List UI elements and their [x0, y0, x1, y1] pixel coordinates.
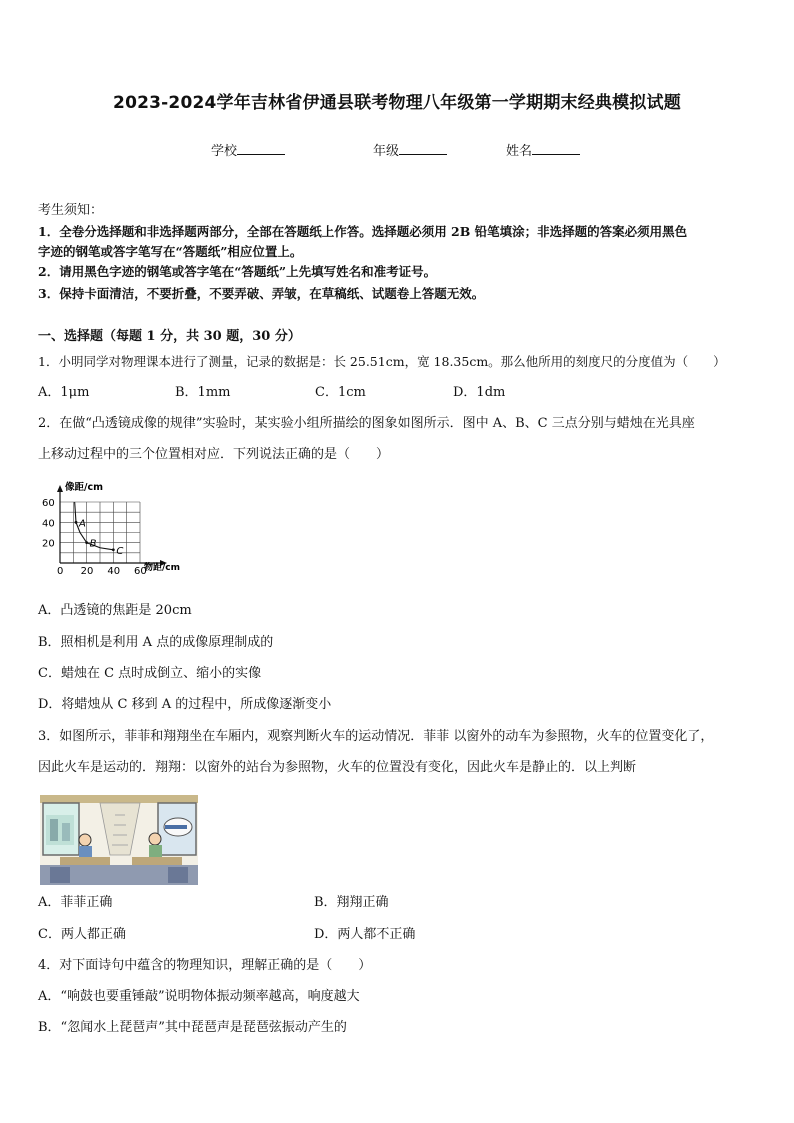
y-tick-label: 40: [42, 518, 55, 530]
q3-option-a[interactable]: A．菲菲正确: [38, 895, 113, 910]
section-heading: 一、选择题（每题 1 分，共 30 题，30 分）: [38, 329, 301, 344]
data-point-b: [85, 541, 88, 544]
lens-image-chart: [36, 478, 192, 590]
name-blank[interactable]: [532, 142, 580, 155]
q1-option-b[interactable]: B．1mm: [175, 385, 231, 400]
grade-label: 年级: [373, 144, 400, 159]
notice-item-1: 1．全卷分选择题和非选择题两部分，全部在答题纸上作答。选择题必须用 2B 铅笔填涂；非选择题的答案必须用黑色: [38, 224, 688, 239]
q2-stem: 2．在做“凸透镜成像的规律”实验时，某实验小组所描绘的图象如图所示．图中 A、B、C 三点分别与蜡烛在光具座: [38, 416, 695, 431]
page-title: 2023-2024学年吉林省伊通县联考物理八年级第一学期期末经典模拟试题: [113, 93, 681, 113]
q3-stem: 3．如图所示，菲菲和翔翔坐在车厢内，观察判断火车的运动情况．菲菲 以窗外的动车为参照物，火车的位置变化了，: [38, 729, 714, 744]
notice-item-1-cont: 字迹的钢笔或答字笔写在“答题纸”相应位置上。: [38, 244, 303, 259]
right-table: [132, 857, 182, 865]
q4-option-a[interactable]: A．“响鼓也要重锤敲”说明物体振动频率越高，响度越大: [38, 989, 360, 1004]
q2-stem-cont: 上移动过程中的三个位置相对应．下列说法正确的是（ ）: [38, 447, 390, 462]
school-label: 学校: [211, 144, 238, 159]
q3-stem-cont: 因此火车是运动的．翔翔：以窗外的站台为参照物，火车的位置没有变化，因此火车是静止的．以上判断: [38, 760, 637, 775]
x-axis-label: 物距/cm: [144, 563, 181, 573]
y-axis-label: 像距/cm: [65, 482, 104, 493]
q2-option-c[interactable]: C．蜡烛在 C 点时成倒立、缩小的实像: [38, 666, 262, 681]
y-tick-label: 60: [42, 498, 55, 509]
q1-option-a[interactable]: A．1μm: [38, 385, 90, 400]
q2-option-b[interactable]: B．照相机是利用 A 点的成像原理制成的: [38, 635, 274, 650]
point-label-a: A: [79, 518, 86, 530]
q2-option-a[interactable]: A．凸透镜的焦距是 20cm: [38, 603, 192, 618]
school-blank[interactable]: [237, 142, 285, 155]
x-tick-label: 0: [57, 566, 64, 577]
school-field[interactable]: [211, 140, 285, 159]
notice-item-2: 2．请用黑色字迹的钢笔或答字笔在“答题纸”上先填写姓名和准考证号。: [38, 264, 437, 279]
q3-option-b[interactable]: B．翔翔正确: [314, 895, 389, 910]
q1-option-c[interactable]: C．1cm: [315, 385, 366, 400]
q1-stem: 1．小明同学对物理课本进行了测量，记录的数据是：长 25.51cm，宽 18.35cm。那么他所用的刻度尺的分度值为（ ）: [38, 354, 726, 369]
notice-heading: 考生须知：: [38, 203, 104, 218]
grade-field[interactable]: [373, 140, 447, 159]
x-tick-label: 20: [80, 566, 94, 577]
q3-option-d[interactable]: D．两人都不正确: [314, 927, 416, 942]
y-axis-arrow: [57, 485, 63, 492]
point-label-b: B: [89, 538, 97, 550]
name-field[interactable]: [506, 140, 580, 159]
feifei-figure: [79, 834, 91, 846]
q2-option-d[interactable]: D．将蜡烛从 C 移到 A 的过程中，所成像逐渐变小: [38, 697, 332, 712]
chart-grid: [60, 502, 140, 563]
notice-item-3: 3．保持卡面清洁，不要折叠，不要弄破、弄皱，在草稿纸、试题卷上答题无效。: [38, 286, 485, 301]
data-point-c: [112, 548, 115, 551]
train-carriage-illustration: [40, 795, 198, 885]
q1-option-d[interactable]: D．1dm: [453, 385, 506, 400]
q3-option-c[interactable]: C．两人都正确: [38, 927, 126, 942]
left-table: [60, 857, 110, 865]
xiangxiang-figure: [149, 833, 161, 845]
data-point-a: [75, 521, 78, 524]
grade-blank[interactable]: [399, 142, 447, 155]
y-tick-label: 20: [42, 538, 55, 550]
x-tick-label: 40: [107, 566, 121, 577]
q4-option-b[interactable]: B．“忽闻水上琵琶声”其中琵琶声是琵琶弦振动产生的: [38, 1020, 347, 1035]
x-tick-label: 60: [134, 566, 147, 577]
name-label: 姓名: [506, 144, 533, 159]
q4-stem: 4．对下面诗句中蕴含的物理知识，理解正确的是（ ）: [38, 958, 372, 973]
point-label-c: C: [116, 545, 124, 557]
